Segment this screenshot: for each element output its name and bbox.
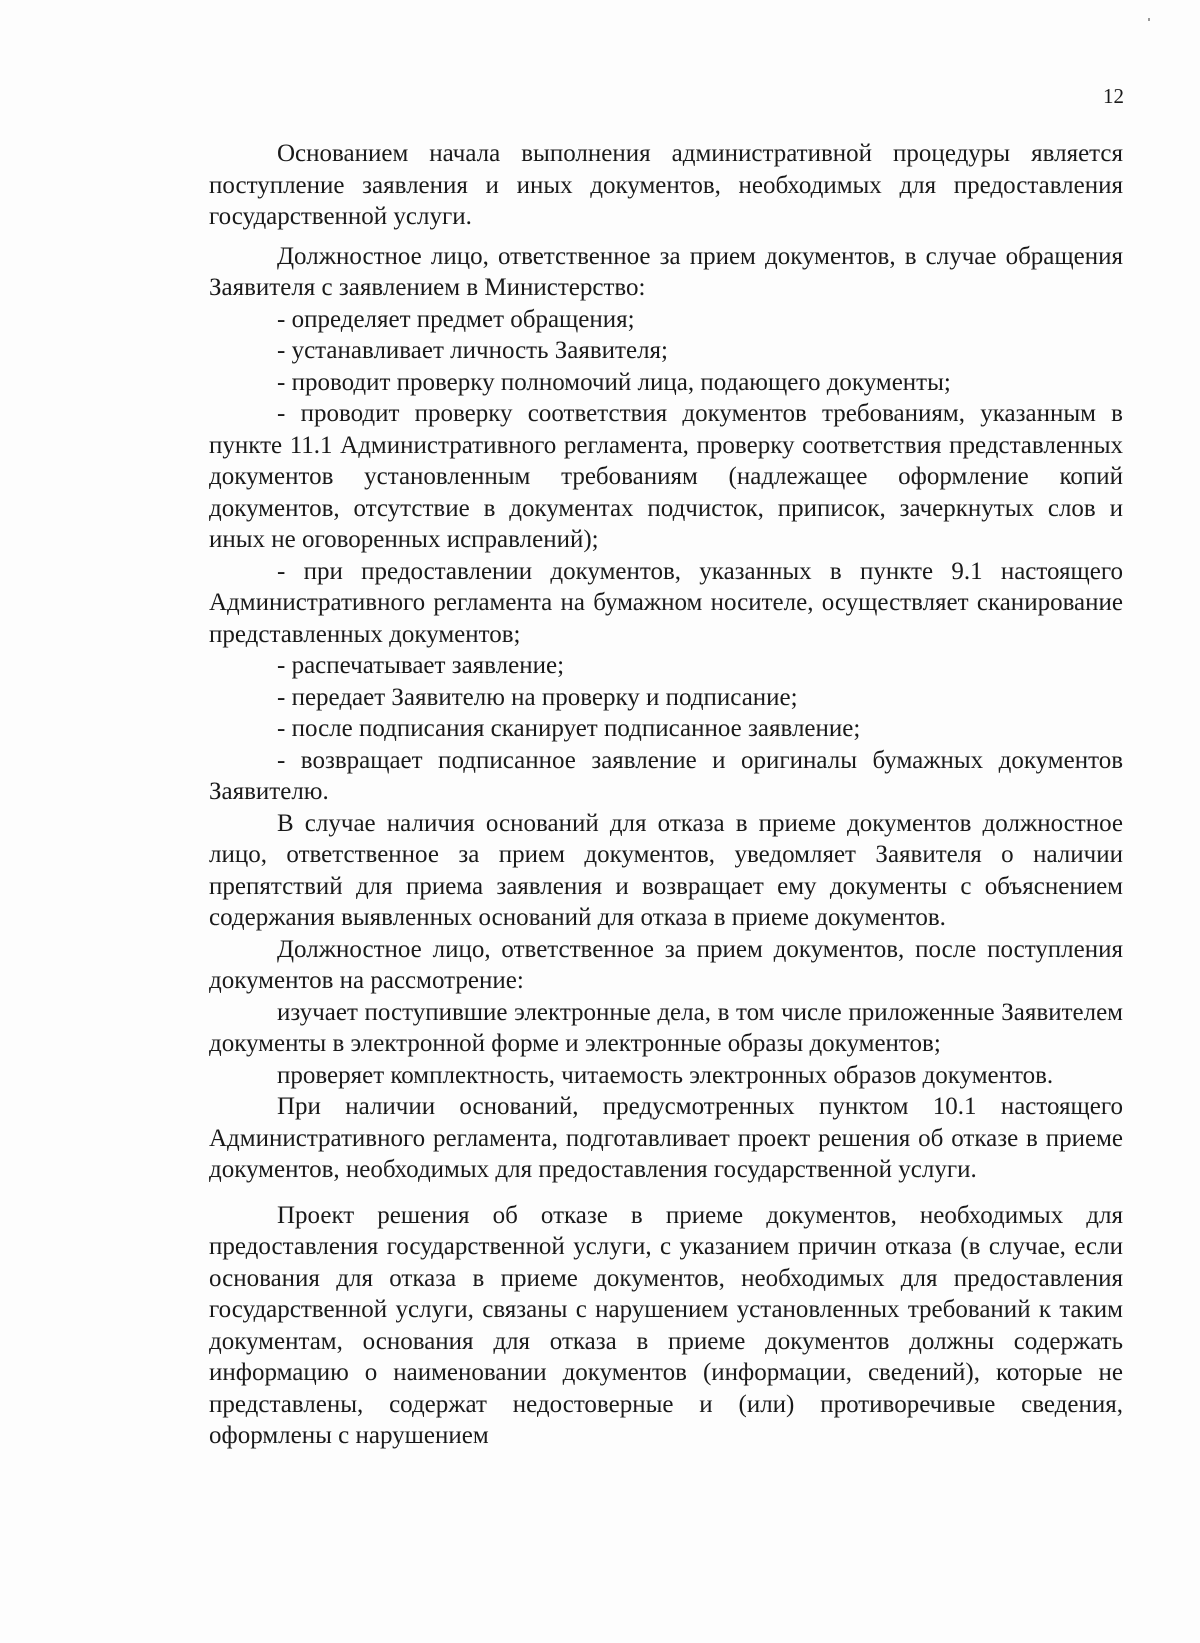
list-item-authority-check: - проводит проверку полномочий лица, подающего документы;	[277, 368, 951, 396]
paragraph-draft-refusal: При наличии оснований, предусмотренных пунктом 10.1 настоящего Административного регламента, подготавливает проект решения об отказе в приеме документов, необходимых для предоставления государственной услуги.	[209, 1093, 1123, 1183]
list-item-scan-signed: - после подписания сканирует подписанное заявление;	[277, 715, 861, 742]
list-item-scanning: - при предоставлении документов, указанных в пункте 9.1 настоящего Административного регламента на бумажном носителе, осуществляет сканирование представленных документов;	[209, 557, 1123, 648]
list-item-print: - распечатывает заявление;	[277, 652, 565, 679]
paragraph-basis: Основанием начала выполнения административной процедуры является поступление заявления и иных документов, необходимых для предоставления государственной услуги.	[209, 140, 1123, 230]
paragraph-official-duties-intro: Должностное лицо, ответственное за прием документов, в случае обращения Заявителя с заявлением в Министерство:	[209, 242, 1123, 301]
document-body	[209, 138, 1123, 1452]
list-item-subject: - определяет предмет обращения;	[277, 305, 635, 333]
list-item-identity: - устанавливает личность Заявителя;	[277, 337, 668, 364]
paragraph-refusal-project: Проект решения об отказе в приеме документов, необходимых для предоставления государственной услуги, с указанием причин отказа (в случае, если основания для отказа в приеме документов, необходимых для предоставления государственной услуги, связаны с нарушением установленных требований к таким документам, основания для отказа в приеме документов должны содержать информацию о наименовании документов (информации, сведений), которые не представлены, содержат недостоверные и (или) противоречивые сведения, оформлены с нарушением	[209, 1201, 1123, 1449]
paragraph-after-receipt: Должностное лицо, ответственное за прием документов, после поступления документов на рассмотрение:	[209, 935, 1123, 994]
list-item-compliance-check: - проводит проверку соответствия документов требованиям, указанным в пункте 11.1 Административного регламента, проверку соответствия представленных документов установленным требованиям (надлежащее оформление копий документов, отсутствие в документах подчисток, приписок, зачеркнутых слов и иных не оговоренных исправлений);	[209, 400, 1123, 553]
list-item-sign: - передает Заявителю на проверку и подписание;	[277, 683, 798, 711]
list-item-return: - возвращает подписанное заявление и оригиналы бумажных документов Заявителю.	[209, 746, 1123, 805]
paragraph-refusal-grounds: В случае наличия оснований для отказа в приеме документов должностное лицо, ответственное за прием документов, уведомляет Заявителя о наличии препятствий для приема заявления и возвращает ему документы с объяснением содержания выявленных оснований для отказа в приеме документов.	[209, 809, 1123, 931]
paragraph-check-completeness: проверяет комплектность, читаемость электронных образов документов.	[277, 1061, 1054, 1089]
page-number: 12	[1103, 84, 1124, 108]
scan-speck	[1148, 18, 1150, 21]
paragraph-study-files: изучает поступившие электронные дела, в том числе приложенные Заявителем документы в электронной форме и электронные образы документов;	[209, 998, 1123, 1057]
